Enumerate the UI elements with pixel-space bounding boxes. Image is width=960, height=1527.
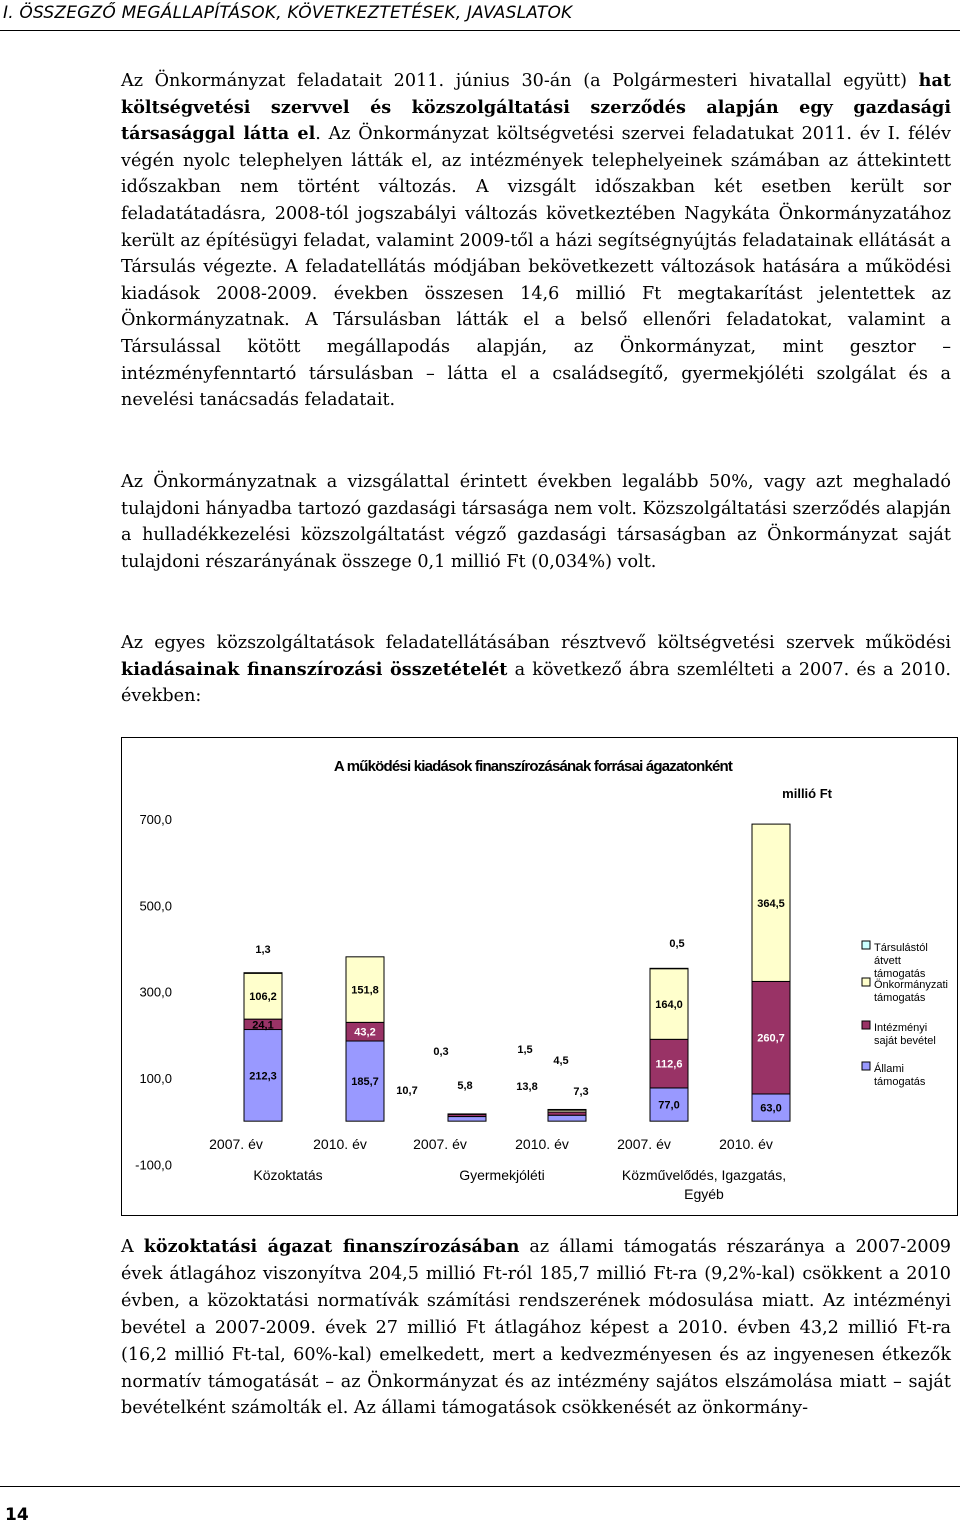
p4-text-1: A: [121, 1237, 144, 1257]
chart-unit: millió Ft: [782, 786, 832, 801]
legend-label: [874, 1022, 936, 1047]
data-label: 1,5: [517, 1044, 533, 1056]
page-header: [0, 0, 960, 31]
x-group-label: Egyéb: [684, 1186, 724, 1202]
data-label: 151,8: [351, 984, 379, 997]
footer-rule: [0, 1486, 960, 1487]
y-tick-label: 700,0: [139, 812, 172, 827]
data-label: 0,3: [433, 1046, 449, 1058]
data-label: 63,0: [760, 1102, 782, 1115]
data-label: 1,3: [255, 944, 271, 956]
bar-segment: [244, 973, 282, 974]
funding-chart: [121, 737, 959, 1217]
bar-segment: [650, 968, 688, 969]
x-category-label: 2007. év: [209, 1136, 263, 1152]
x-group-label: Közművelődés, Igazgatás,: [621, 1167, 787, 1183]
x-category-label: 2007. év: [617, 1136, 671, 1152]
legend-swatch: [862, 941, 870, 949]
p4-text-2: az állami támogatás részaránya a 2007-2009 évek átlagához viszonyítva 204,5 millió Ft-ról 185,7 millió Ft-ra (9,2%-kal) csökkent a 2010 évben, a közoktatási normatívák számítási rendszerének módosulása miatt. Az intézményi bevétel a 2007-2009. évek 27 millió Ft átlagához képest a 2010. évben 43,2 millió Ft-ra (16,2 millió Ft-tal, 60%-kal) emelkedett, mert a kedvezményesen és az ingyenesen étkezők normatív támogatását – az Önkormányzat és az intézmény sajátos elszámolása miatt – saját bevételként számolták el. Az állami támogatások csökkenését az önkormány-: [121, 1237, 951, 1419]
data-label: 0,5: [669, 938, 685, 950]
data-label: 7,3: [573, 1086, 589, 1098]
bar-segment: [548, 1115, 586, 1121]
y-tick-label: 500,0: [139, 898, 172, 914]
data-label: 164,0: [655, 998, 683, 1011]
legend-label-line: Állami: [874, 1063, 904, 1075]
p1-text-1: Az Önkormányzat feladatait 2011. június 30-án (a Polgármesteri hivatallal együtt): [121, 71, 919, 91]
paragraph-1: [121, 68, 951, 414]
data-label: 212,3: [249, 1070, 277, 1083]
data-label: 13,8: [516, 1081, 538, 1093]
data-label: 112,6: [655, 1058, 683, 1071]
data-label: 43,2: [354, 1026, 376, 1039]
bar-segment: [448, 1114, 486, 1115]
p1-bold-1: hat költségvetési szervvel és közszolgáltatási szerződés alapján egy gazdasági társasággal látta el: [121, 70, 951, 145]
legend-label-line: Önkormányzati: [874, 979, 948, 991]
legend-label-line: támogatás: [874, 968, 926, 980]
x-category-label: 2010. év: [719, 1136, 773, 1152]
data-label: 4,5: [553, 1055, 569, 1067]
p2-text: Az Önkormányzatnak a vizsgálattal érintett években legalább 50%, vagy azt meghaladó tulajdoni hányadba tartozó gazdasági társasága nem volt. Közszolgáltatási szerződés alapján a hulladékkezelési közszolgáltatást végző gazdasági társaságban az Önkormányzat saját tulajdoni részarányának összege 0,1 millió Ft (0,034%) volt.: [121, 472, 951, 572]
data-label: 10,7: [396, 1085, 418, 1097]
legend-swatch: [862, 978, 870, 986]
paragraph-4: [121, 1234, 951, 1422]
x-category-label: 2007. év: [413, 1136, 467, 1152]
data-label: 260,7: [757, 1032, 785, 1045]
p3-text-2: a következő ábra szemlélteti a 2007. és a 2010. években:: [121, 659, 951, 707]
data-label: 106,2: [249, 991, 277, 1004]
data-label: 185,7: [351, 1076, 379, 1089]
data-label: 364,5: [757, 897, 785, 910]
y-tick-label: 300,0: [139, 984, 172, 1000]
legend-label-line: támogatás: [874, 1076, 926, 1088]
legend-label-line: Intézményi: [874, 1022, 928, 1034]
legend-label-line: Társulástól: [874, 942, 928, 954]
chart-title: A működési kiadások finanszírozásának forrásai ágazatonként: [333, 758, 733, 775]
data-label: 77,0: [658, 1099, 680, 1112]
p3-bold-1: kiadásainak finanszírozási összetételét: [121, 658, 508, 680]
p3-text-1: Az egyes közszolgáltatások feladatellátásában résztvevő költségvetési szervek működési: [121, 633, 951, 653]
data-label: 5,8: [457, 1080, 473, 1092]
header-title: I. ÖSSZEGZŐ MEGÁLLAPÍTÁSOK, KÖVETKEZTETÉSEK, JAVASLATOK: [3, 3, 573, 23]
bar-segment: [548, 1109, 586, 1110]
legend-label-line: átvett: [874, 955, 901, 967]
x-group-label: Közoktatás: [253, 1167, 323, 1183]
p4-bold-1: közoktatási ágazat finanszírozásában: [143, 1236, 520, 1257]
p1-text-2: . Az Önkormányzat költségvetési szervei feladatukat 2011. év I. félév végén nyolc telephelyen látták el, az intézmények telephelyeinek számában az áttekintett időszakban nem történt változás. A vizsgált időszakban két esetben került sor feladatátadásra, 2008-tól jogszabályi változás következtében Nagykáta Önkormányzatához került az építésügyi feladat, valamint 2009-től a házi segítségnyújtás feladatainak ellátását a Társulás végezte. A feladatellátás módjában bekövetkezett változások hatására a működési kiadások 2008-2009. években összesen 14,6 millió Ft megtakarítást jelentettek az Önkormányzatnak. A Társulásban látták el a belső ellenőri feladatokat, valamint a Társulással kötött megállapodás alapján, az Önkormányzat, mint gesztor – intézményfenntartó társulásban – látta el a családsegítő, gyermekjóléti szolgálat és a nevelési tanácsadás feladatait.: [121, 124, 951, 411]
data-label: 24,1: [252, 1019, 274, 1032]
legend-label-line: támogatás: [874, 992, 926, 1004]
page-number: 14: [5, 1505, 29, 1525]
y-tick-label: 100,0: [139, 1071, 172, 1086]
y-tick-label: -100,0: [135, 1157, 172, 1173]
x-category-label: 2010. év: [313, 1136, 367, 1152]
paragraph-2: [121, 469, 951, 575]
bar-segment: [448, 1117, 486, 1122]
legend-label-line: saját bevétel: [874, 1035, 936, 1047]
legend-swatch: [862, 1062, 870, 1070]
legend-swatch: [862, 1021, 870, 1029]
x-group-label: Gyermekjóléti: [459, 1167, 545, 1183]
x-category-label: 2010. év: [515, 1136, 569, 1152]
paragraph-3: [121, 630, 951, 710]
